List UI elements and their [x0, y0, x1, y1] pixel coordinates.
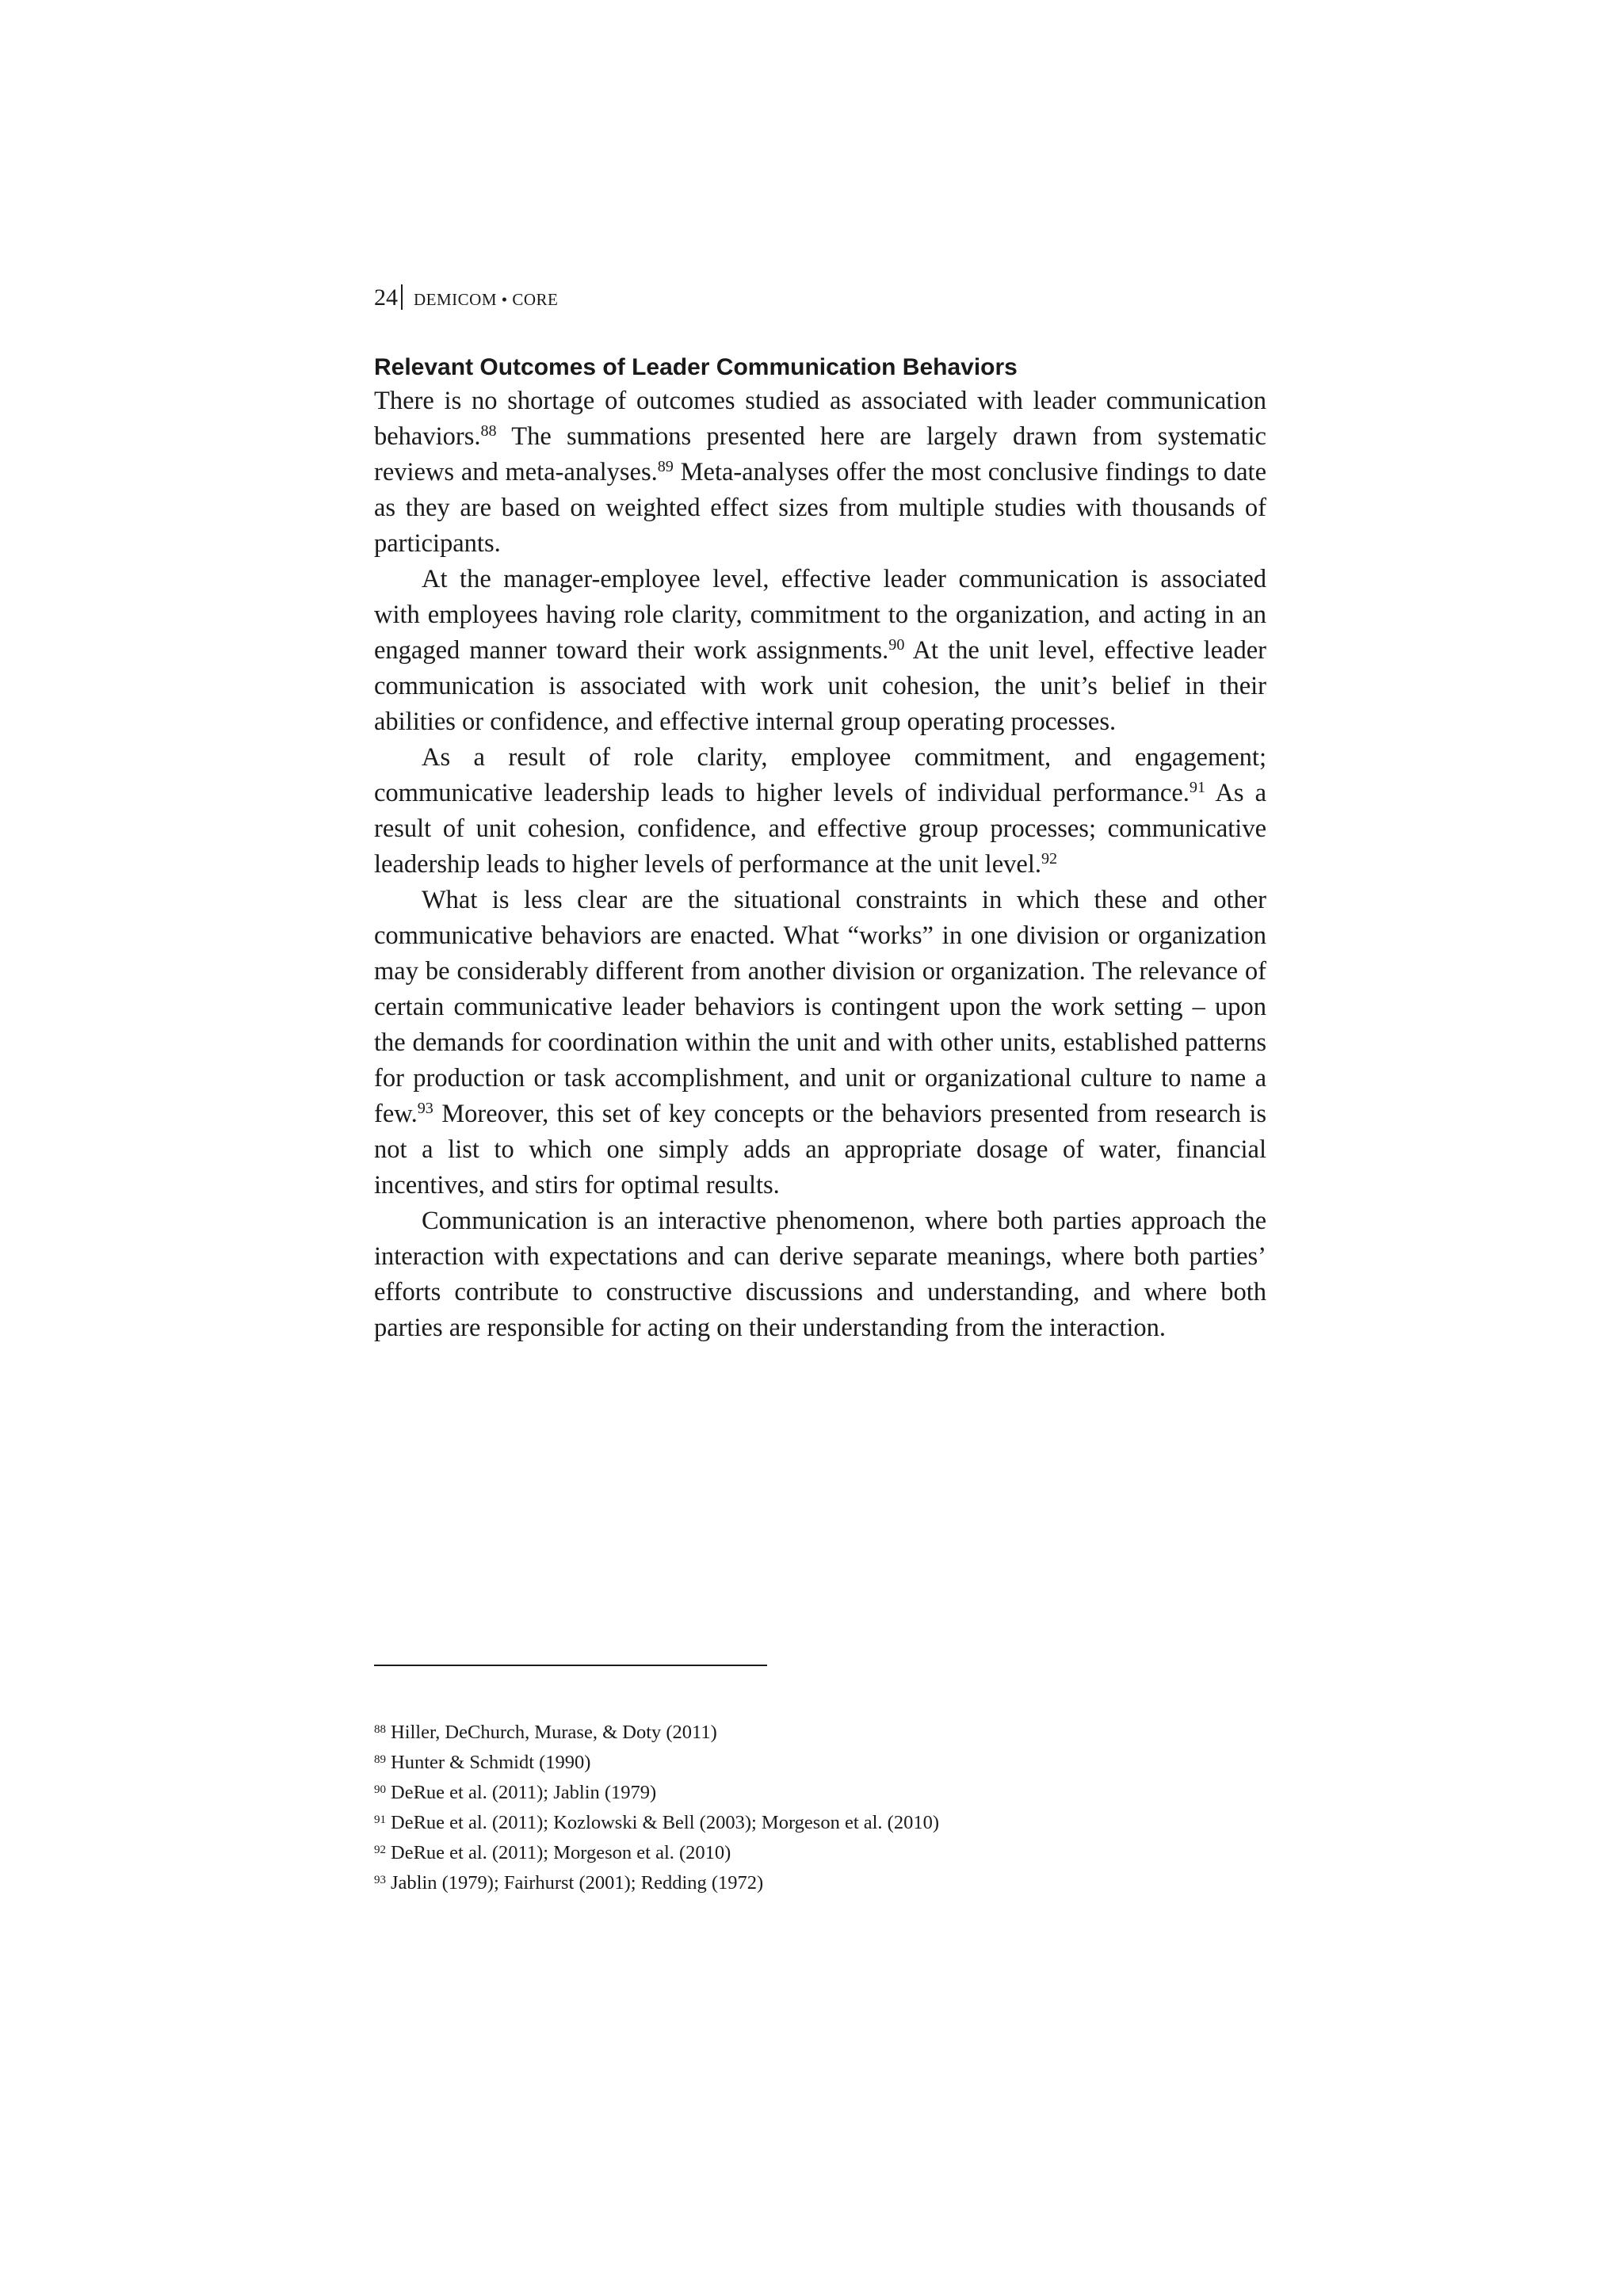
- paragraph: [374, 383, 1266, 562]
- running-header: [374, 284, 558, 314]
- footnote-reference: 92: [1041, 849, 1058, 868]
- footnote: [374, 1716, 1266, 1746]
- footnote: [374, 1776, 1266, 1806]
- footnote-number: 89: [374, 1753, 386, 1766]
- paragraph-text: What is less clear are the situational constraints in which these and other communicative behaviors are enacted. What “works” in one division or organization may be considerably different from another division or organization. The relevance of certain communicative leader behaviors is contingent upon the work setting – upon the demands for coordination within the unit and with other units, established patterns for production or task accomplishment, and unit or organizational culture to name a few.: [374, 886, 1266, 1128]
- paragraph-text: Moreover, this set of key concepts or the behaviors presented from research is not a list to which one simply adds an appropriate dosage of water, financial incentives, and stirs for optimal results.: [374, 1100, 1266, 1199]
- footnote: [374, 1867, 1266, 1897]
- paragraph: [374, 740, 1266, 883]
- footnote-text: DeRue et al. (2011); Kozlowski & Bell (2003); Morgeson et al. (2010): [391, 1812, 939, 1833]
- footnotes: [374, 1716, 1266, 1897]
- body-text: [374, 383, 1266, 1346]
- footnote-reference: 93: [417, 1099, 433, 1117]
- paragraph: [374, 1203, 1266, 1346]
- paragraph: [374, 562, 1266, 740]
- footnote: [374, 1836, 1266, 1867]
- paragraph-text: Meta-analyses offer the most conclusive findings to date as they are based on weighted effect sizes from multiple studies with thousands of participants.: [374, 458, 1266, 558]
- footnote-text: Hunter & Schmidt (1990): [391, 1752, 591, 1773]
- footnote-reference: 90: [888, 635, 905, 654]
- header-divider: [401, 284, 403, 310]
- paragraph-text: As a result of unit cohesion, confidence, and effective group processes; communicative leadership leads to higher levels of performance at the unit level.: [374, 779, 1267, 879]
- page-number: 24: [374, 284, 398, 311]
- footnote-reference: 89: [657, 457, 674, 475]
- section-heading: Relevant Outcomes of Leader Communication Behaviors: [374, 354, 1018, 380]
- footnote-number: 90: [374, 1783, 386, 1796]
- paragraph: [374, 883, 1266, 1203]
- footnote-reference: 91: [1189, 778, 1206, 796]
- footnote-separator: [374, 1665, 767, 1666]
- footnote-text: DeRue et al. (2011); Morgeson et al. (2010): [391, 1842, 731, 1863]
- footnote-number: 91: [374, 1814, 386, 1826]
- paragraph-text: The summations presented here are largely drawn from systematic reviews and meta-analyses.: [374, 422, 1266, 486]
- footnote-reference: 88: [480, 421, 497, 440]
- footnote-number: 88: [374, 1723, 386, 1736]
- footnote-number: 92: [374, 1844, 386, 1856]
- footnote-text: Jablin (1979); Fairhurst (2001); Redding (1972): [391, 1872, 764, 1894]
- footnote: [374, 1746, 1266, 1776]
- paragraph-text: As a result of role clarity, employee commitment, and engagement; communicative leadership leads to higher levels of individual performance.: [374, 743, 1266, 807]
- paragraph-text: At the manager-employee level, effective leader communication is associated with employees having role clarity, commitment to the organization, and acting in an engaged manner toward their work assignments.: [374, 565, 1266, 665]
- footnote-text: Hiller, DeChurch, Murase, & Doty (2011): [391, 1722, 717, 1743]
- running-title: DEMICOM • CORE: [414, 290, 559, 309]
- document-page: [374, 0, 1266, 2296]
- paragraph-text: There is no shortage of outcomes studied as associated with leader communication behaviors.: [374, 387, 1266, 451]
- footnote-number: 93: [374, 1874, 386, 1886]
- paragraph-text: At the unit level, effective leader communication is associated with work unit cohesion, the unit’s belief in their abilities or confidence, and effective internal group operating processes.: [374, 636, 1266, 736]
- footnote: [374, 1806, 1266, 1836]
- paragraph-text: Communication is an interactive phenomenon, where both parties approach the interaction with expectations and can derive separate meanings, where both parties’ efforts contribute to constructive discussions and understanding, and where both parties are responsible for acting on their understanding from the interaction.: [374, 1207, 1266, 1342]
- footnote-text: DeRue et al. (2011); Jablin (1979): [391, 1782, 657, 1803]
